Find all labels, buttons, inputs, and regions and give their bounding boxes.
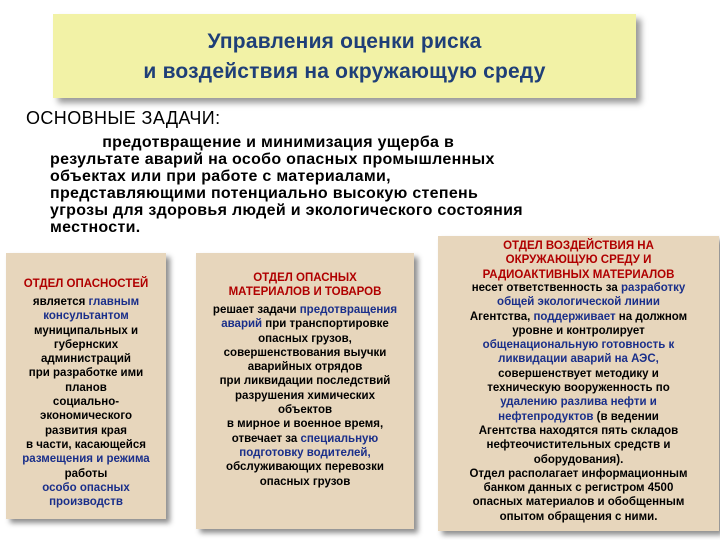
text-fragment: работы (64, 467, 108, 480)
environment-heading-line-1: ОТДЕЛ ВОЗДЕЙСТВИЯ НА (503, 240, 654, 252)
text-fragment: является (32, 296, 89, 308)
text-line (438, 381, 719, 395)
text-line (196, 360, 414, 374)
text-line (6, 366, 166, 380)
text-fragment: предотвращения (299, 304, 398, 316)
text-line (196, 303, 414, 317)
text-line (438, 310, 719, 324)
text-fragment: уровне и контролирует (512, 324, 645, 337)
text-fragment: аварийных отрядов (247, 361, 363, 374)
text-line (438, 395, 719, 409)
text-line (6, 309, 166, 323)
environment-department-text (438, 281, 719, 524)
text-fragment: на должном (615, 310, 688, 323)
text-line (438, 495, 719, 509)
text-fragment: опытом обращения с ними. (499, 510, 658, 523)
text-line (6, 381, 166, 395)
text-line (6, 352, 166, 366)
text-line (196, 317, 414, 331)
text-fragment: (в ведении (593, 410, 659, 423)
text-line (438, 295, 719, 309)
text-line (6, 452, 166, 466)
text-fragment: главным (88, 296, 140, 308)
text-line (6, 438, 166, 452)
text-line (6, 409, 166, 423)
text-line (6, 495, 166, 509)
text-line (438, 338, 719, 352)
hazards-heading-text: ОТДЕЛ ОПАСНОСТЕЙ (23, 278, 149, 290)
tasks-line: результате аварий на особо опасных промышленных (50, 151, 495, 168)
environment-heading-line-2: ОКРУЖАЮЩУЮ СРЕДУ И (505, 254, 652, 267)
tasks-line: объектах или при работе с материалами, (50, 168, 391, 185)
text-fragment: обслуживающих перевозки (226, 461, 384, 474)
text-line (6, 295, 166, 309)
environment-department-heading (438, 239, 719, 282)
text-fragment: Агентства находятся пять складов (478, 424, 679, 437)
text-fragment: размещения и режима (22, 453, 150, 466)
text-fragment: в мирное и военное время, (226, 418, 384, 431)
text-line (196, 417, 414, 431)
text-fragment: производств (49, 496, 123, 509)
text-fragment: муниципальных и (33, 324, 139, 337)
text-line (438, 438, 719, 452)
text-fragment: несет ответственность за (471, 282, 621, 294)
text-fragment: губернских (53, 338, 119, 351)
text-fragment: нефтеочистительных средств и (486, 439, 671, 452)
materials-department-heading (196, 271, 414, 300)
text-fragment: при транспортировке (262, 318, 389, 331)
text-line (438, 467, 719, 481)
text-line (196, 389, 414, 403)
text-fragment: аварий (221, 318, 263, 331)
materials-heading-line-1: ОТДЕЛ ОПАСНЫХ (253, 272, 357, 284)
text-line (196, 432, 414, 446)
text-line (196, 374, 414, 388)
text-fragment: отвечает за (231, 432, 301, 445)
text-line (438, 410, 719, 424)
text-fragment: совершенствует методику и (498, 367, 659, 380)
text-fragment: техническую вооруженность по (487, 382, 670, 395)
text-line (6, 467, 166, 481)
text-fragment: экономического (40, 410, 132, 423)
title-line-2: и воздействия на окружающую среду (143, 60, 546, 83)
text-fragment: ликвидации аварий на АЭС, (498, 353, 659, 366)
text-fragment: специальную (300, 432, 379, 445)
text-fragment: Агентства, (469, 310, 534, 323)
text-fragment: особо опасных (42, 481, 130, 494)
text-fragment: разрушения химических (234, 389, 376, 402)
text-line (6, 324, 166, 338)
tasks-line: предотвращение и минимизация ущерба в (50, 134, 455, 151)
tasks-line: местности. (50, 219, 141, 236)
text-fragment: Отдел располагает информационным (469, 467, 688, 480)
tasks-line: угрозы для здоровья людей и экологического состояния (50, 202, 523, 219)
text-line (6, 481, 166, 495)
text-fragment: разработку (620, 282, 686, 294)
text-line (438, 281, 719, 295)
text-line (438, 352, 719, 366)
text-fragment: решает задачи (212, 304, 300, 316)
text-line (438, 510, 719, 524)
text-line (6, 395, 166, 409)
text-line (6, 424, 166, 438)
materials-department-panel (196, 253, 414, 529)
text-fragment: развития края (45, 424, 127, 437)
hazards-department-panel (6, 253, 166, 519)
tasks-line: представляющими потенциально высокую степень (50, 185, 479, 202)
text-fragment: поддерживает (533, 310, 616, 323)
environment-department-panel (438, 236, 719, 531)
text-fragment: консультантом (43, 310, 129, 323)
text-fragment: при разработке ими (28, 367, 144, 380)
text-line (196, 346, 414, 360)
text-fragment: объектов (277, 404, 333, 417)
text-line (196, 403, 414, 417)
text-line (196, 332, 414, 346)
title-line-1: Управления оценки риска (207, 30, 482, 53)
text-fragment: банком данных с регистром 4500 (483, 482, 674, 495)
text-fragment: опасных грузов, (258, 332, 352, 345)
text-fragment: нефтепродуктов (498, 410, 594, 423)
text-line (438, 367, 719, 381)
text-line (196, 460, 414, 474)
tasks-text (50, 134, 640, 236)
text-line (196, 446, 414, 460)
text-line (438, 424, 719, 438)
text-line (438, 481, 719, 495)
text-fragment: администраций (41, 353, 131, 366)
text-fragment: оборудования). (533, 453, 624, 466)
text-fragment: подготовку водителей, (239, 446, 371, 459)
environment-heading-line-3: РАДИОАКТИВНЫХ МАТЕРИАЛОВ (482, 268, 675, 281)
title-banner (53, 14, 636, 98)
text-fragment: в части, касающейся (25, 438, 146, 451)
text-fragment: опасных материалов и обобщенным (472, 496, 685, 509)
text-line (6, 338, 166, 352)
text-fragment: совершенствования выучки (223, 346, 387, 359)
text-fragment: планов (65, 381, 107, 394)
tasks-heading: ОСНОВНЫЕ ЗАДАЧИ: (26, 108, 221, 128)
materials-department-text (196, 303, 414, 489)
text-fragment: удалению разлива нефти и (500, 396, 657, 409)
text-line (196, 475, 414, 489)
text-fragment: опасных грузов (259, 475, 351, 488)
materials-heading-line-2: МАТЕРИАЛОВ И ТОВАРОВ (228, 286, 382, 299)
hazards-department-heading (6, 277, 166, 291)
text-fragment: общей экологической линии (497, 296, 660, 309)
text-fragment: общенациональную готовность к (482, 339, 675, 352)
text-line (438, 324, 719, 338)
hazards-department-text (6, 295, 166, 509)
text-fragment: при ликвидации последствий (219, 375, 391, 388)
text-line (438, 453, 719, 467)
text-fragment: социально- (52, 396, 120, 409)
